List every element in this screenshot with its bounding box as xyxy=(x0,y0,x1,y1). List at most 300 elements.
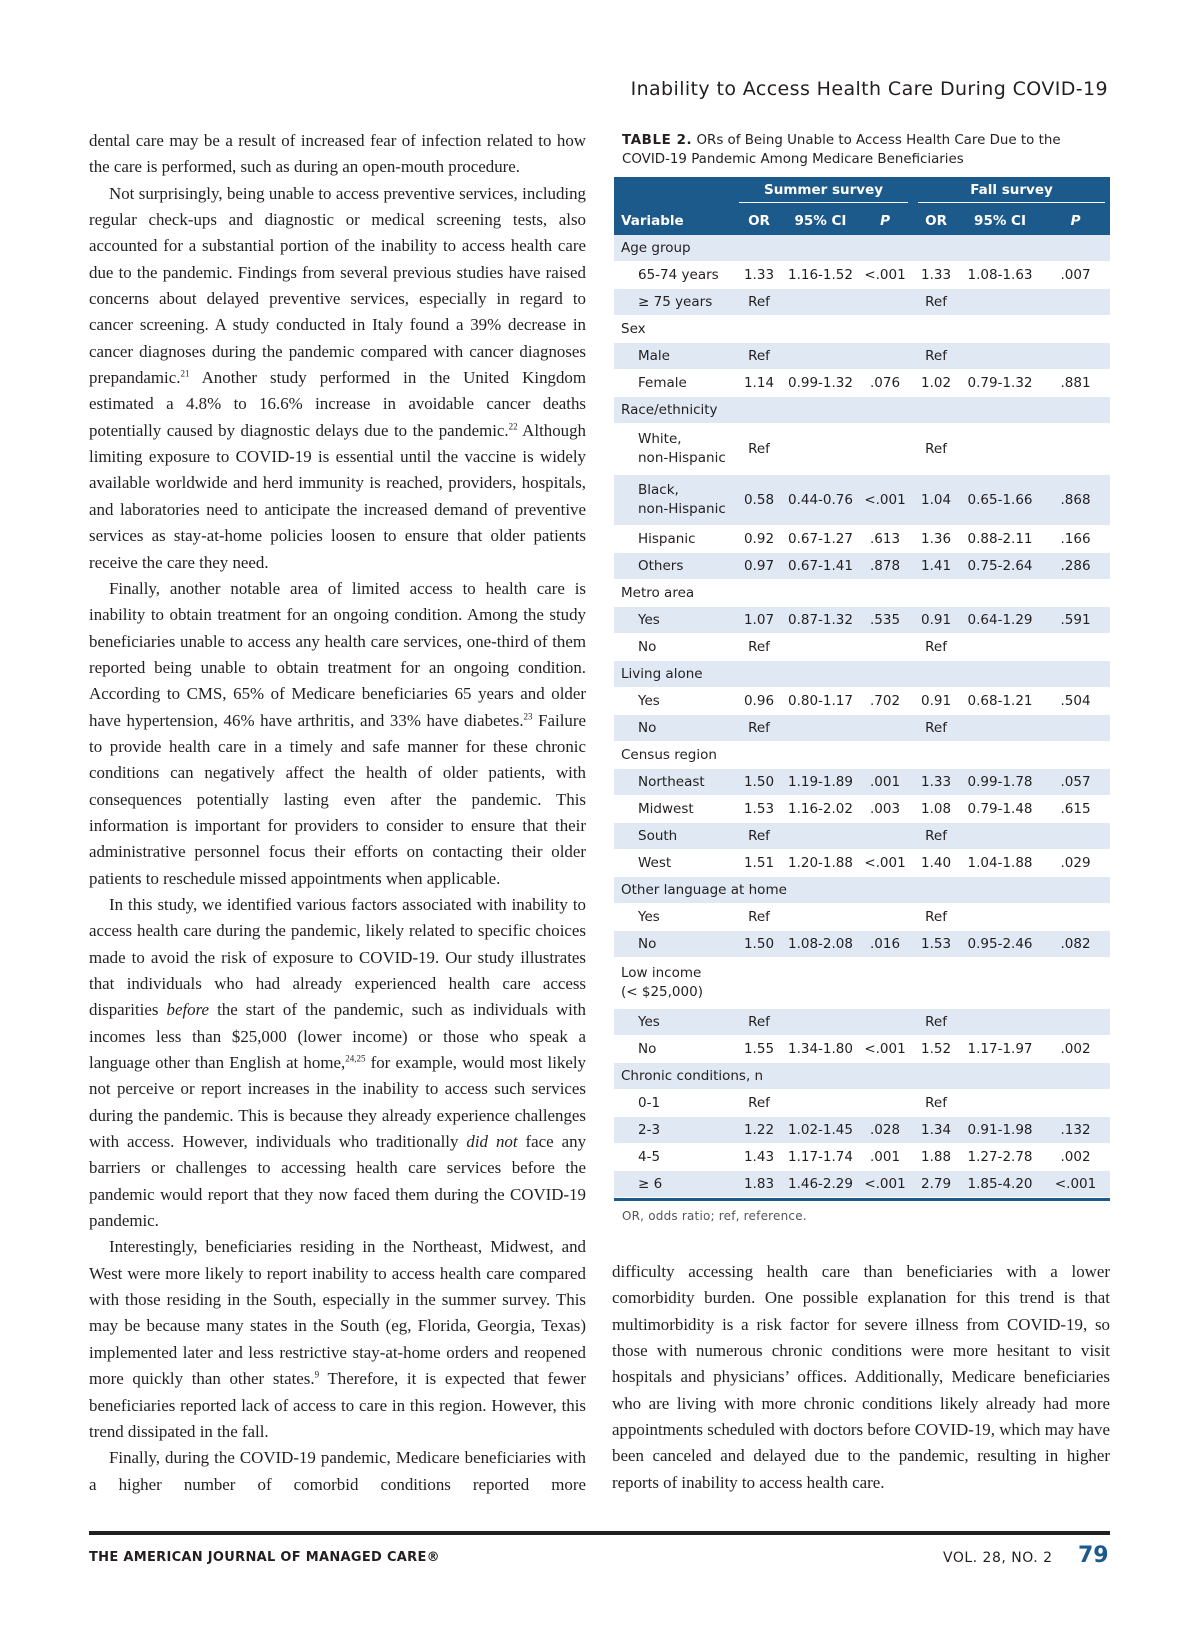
col-ci-summer: 95% CI xyxy=(784,207,857,235)
row-label xyxy=(614,262,734,289)
cell-or1: 0.58 xyxy=(734,475,784,526)
cell-ci2 xyxy=(959,1090,1041,1117)
cell-p1: .003 xyxy=(857,796,913,823)
cell-p2: .082 xyxy=(1041,931,1110,958)
cell-or2: Ref xyxy=(913,904,959,931)
cell-p1: .076 xyxy=(857,370,913,397)
cell-or1: 1.83 xyxy=(734,1171,784,1198)
cell-p1 xyxy=(857,715,913,742)
row-label xyxy=(614,742,1110,769)
cell-or2: 1.08 xyxy=(913,796,959,823)
cell-or1: Ref xyxy=(734,1090,784,1117)
cell-or1: 0.96 xyxy=(734,688,784,715)
table-row xyxy=(614,1036,1110,1063)
cell-or2: 1.33 xyxy=(913,262,959,289)
row-label-text: Hispanic xyxy=(638,531,696,547)
paragraph-text: for example, would most likely not perceive or report increases in the inability to access such services during the pandemic. This is because they already experience challenges with access. However, individuals who traditionally xyxy=(89,1053,586,1152)
row-label-text: Metro area xyxy=(621,585,695,601)
row-label-text: 65-74 years xyxy=(638,267,719,283)
cell-or1: 1.07 xyxy=(734,607,784,634)
emphasis: before xyxy=(166,1000,210,1020)
paragraph-text: the start of the pandemic, such as individuals with incomes less than $25,000 (lower income) or those who speak a language other than English at home, xyxy=(89,1000,586,1073)
row-label xyxy=(614,370,734,397)
table-row xyxy=(614,823,1110,850)
cell-ci1: 1.17-1.74 xyxy=(784,1144,857,1171)
cell-or1: 1.51 xyxy=(734,850,784,877)
table-row xyxy=(614,796,1110,823)
cell-ci2 xyxy=(959,1009,1041,1036)
cell-ci1: 1.02-1.45 xyxy=(784,1117,857,1144)
cell-or2: 1.40 xyxy=(913,850,959,877)
row-label-text: Age group xyxy=(621,240,691,256)
cell-or1: 1.43 xyxy=(734,1144,784,1171)
paragraph xyxy=(89,576,586,892)
row-label xyxy=(614,1036,734,1063)
paragraph-text: Finally, another notable area of limited access to health care is inability to obtain treatment for an ongoing condition. Among the study beneficiaries unable to access any health care services, one-third of them reported being unable to obtain treatment for an ongoing condition. According to CMS, 65% of Medicare beneficiaries 65 years and older have hypertension, 46% have arthritis, and 33% have diabetes. xyxy=(89,578,586,730)
row-label-text: No xyxy=(638,720,657,736)
cell-ci1: 1.46-2.29 xyxy=(784,1171,857,1198)
cell-p2: .002 xyxy=(1041,1144,1110,1171)
page-number: 79 xyxy=(1078,1543,1109,1568)
cell-p2: .868 xyxy=(1041,475,1110,526)
paragraph-text: Although limiting exposure to COVID-19 is essential until the vaccine is widely available worldwide and herd immunity is reached, providers, hospitals, and laboratories need to anticipate the increased demand of preventive services as stay-at-home policies loosen to ensure that older patients receive the care they need. xyxy=(89,420,586,572)
cell-p2: .029 xyxy=(1041,850,1110,877)
table-row xyxy=(614,475,1110,526)
paragraph-text: Interestingly, beneficiaries residing in the Northeast, Midwest, and West were more likely to report inability to access health care compared with those residing in the South, especially in the summer survey. This may be because many states in the South (eg, Florida, Georgia, Texas) implemented later and less restrictive stay-at-home orders and reopened more quickly than other states. xyxy=(89,1237,586,1389)
row-label-text: Sex xyxy=(621,321,646,337)
col-or-summer: OR xyxy=(734,207,784,235)
citation: 22 xyxy=(508,421,518,432)
row-label-text: (< $25,000) xyxy=(621,984,703,1000)
table-row xyxy=(614,1171,1110,1198)
row-label xyxy=(614,769,734,796)
row-label-text: Male xyxy=(638,348,670,364)
cell-or1: Ref xyxy=(734,343,784,370)
cell-p2 xyxy=(1041,343,1110,370)
cell-or2: 1.53 xyxy=(913,931,959,958)
cell-or1: Ref xyxy=(734,823,784,850)
row-label-text: South xyxy=(638,828,678,844)
cell-or2: Ref xyxy=(913,343,959,370)
cell-p2 xyxy=(1041,715,1110,742)
table-row xyxy=(614,424,1110,475)
col-or-fall: OR xyxy=(913,207,959,235)
cell-or1: Ref xyxy=(734,424,784,475)
cell-or1: 1.50 xyxy=(734,769,784,796)
row-label xyxy=(614,475,734,526)
col-p-summer: P xyxy=(857,207,913,235)
cell-or2: Ref xyxy=(913,823,959,850)
cell-p1 xyxy=(857,823,913,850)
cell-or2: Ref xyxy=(913,634,959,661)
cell-ci1 xyxy=(784,715,857,742)
table-column-header xyxy=(614,207,1110,235)
cell-ci2: 1.85-4.20 xyxy=(959,1171,1041,1198)
table-row xyxy=(614,1009,1110,1036)
paragraph-text: Finally, during the COVID-19 pandemic, Medicare beneficiaries with a higher number of comorbid conditions reported more xyxy=(89,1448,586,1494)
volume-issue: VOL. 28, NO. 2 xyxy=(943,1550,1053,1566)
cell-p2: .881 xyxy=(1041,370,1110,397)
cell-p1: .613 xyxy=(857,526,913,553)
fall-survey-header: Fall survey xyxy=(913,177,1110,207)
row-label xyxy=(614,688,734,715)
row-label-text: Chronic conditions, n xyxy=(621,1068,764,1084)
cell-or2: 2.79 xyxy=(913,1171,959,1198)
cell-ci2: 1.27-2.78 xyxy=(959,1144,1041,1171)
cell-ci1 xyxy=(784,1090,857,1117)
cell-or1: Ref xyxy=(734,904,784,931)
cell-ci2: 1.17-1.97 xyxy=(959,1036,1041,1063)
table-row xyxy=(614,553,1110,580)
row-label xyxy=(614,397,1110,424)
table-group-row xyxy=(614,235,1110,262)
row-label xyxy=(614,823,734,850)
cell-ci1: 1.16-2.02 xyxy=(784,796,857,823)
cell-p2: .166 xyxy=(1041,526,1110,553)
cell-p2: .591 xyxy=(1041,607,1110,634)
paragraph xyxy=(89,1445,586,1498)
row-label-text: Race/ethnicity xyxy=(621,402,718,418)
paragraph xyxy=(612,1259,1110,1496)
row-label xyxy=(614,1144,734,1171)
running-head: Inability to Access Health Care During COVID-19 xyxy=(630,78,1108,100)
cell-p2: <.001 xyxy=(1041,1171,1110,1198)
cell-or2: 1.02 xyxy=(913,370,959,397)
paragraph xyxy=(89,181,586,576)
row-label xyxy=(614,931,734,958)
cell-p2: .504 xyxy=(1041,688,1110,715)
cell-or2: Ref xyxy=(913,289,959,316)
cell-ci2: 1.08-1.63 xyxy=(959,262,1041,289)
cell-p2 xyxy=(1041,289,1110,316)
cell-ci2 xyxy=(959,343,1041,370)
cell-p1: .016 xyxy=(857,931,913,958)
header-empty-cell xyxy=(614,177,734,207)
cell-or1: Ref xyxy=(734,634,784,661)
table-group-row xyxy=(614,661,1110,688)
table-caption xyxy=(622,132,1110,169)
row-label-text: Living alone xyxy=(621,666,703,682)
row-label xyxy=(614,316,1110,343)
cell-p2: .286 xyxy=(1041,553,1110,580)
paragraph xyxy=(89,128,586,181)
cell-ci1: 0.87-1.32 xyxy=(784,607,857,634)
cell-p1 xyxy=(857,1009,913,1036)
row-label xyxy=(614,904,734,931)
row-label-text: 0-1 xyxy=(638,1095,661,1111)
citation: 21 xyxy=(180,368,190,379)
row-label-text: Yes xyxy=(638,1014,660,1030)
row-label xyxy=(614,796,734,823)
row-label xyxy=(614,553,734,580)
row-label-text: non-Hispanic xyxy=(638,501,726,517)
table-row xyxy=(614,688,1110,715)
cell-p1: .535 xyxy=(857,607,913,634)
row-label-text: ≥ 6 xyxy=(638,1176,663,1192)
table-row xyxy=(614,526,1110,553)
cell-p1: <.001 xyxy=(857,1036,913,1063)
cell-p1 xyxy=(857,343,913,370)
table-label: TABLE 2. xyxy=(622,133,693,148)
table-group-row xyxy=(614,877,1110,904)
row-label-text: Midwest xyxy=(638,801,694,817)
cell-or2: 1.88 xyxy=(913,1144,959,1171)
row-label-text: No xyxy=(638,1041,657,1057)
cell-or1: 1.50 xyxy=(734,931,784,958)
col-variable: Variable xyxy=(614,207,734,235)
right-column xyxy=(612,1259,1110,1496)
row-label xyxy=(614,580,1110,607)
table-row xyxy=(614,634,1110,661)
cell-p1 xyxy=(857,904,913,931)
table-footnote: OR, odds ratio; ref, reference. xyxy=(622,1209,807,1223)
cell-p2: .002 xyxy=(1041,1036,1110,1063)
cell-ci1: 0.99-1.32 xyxy=(784,370,857,397)
row-label-text: Census region xyxy=(621,747,717,763)
col-ci-fall: 95% CI xyxy=(959,207,1041,235)
cell-ci2 xyxy=(959,904,1041,931)
table-group-row xyxy=(614,958,1110,1009)
cell-ci2 xyxy=(959,424,1041,475)
cell-p1: .878 xyxy=(857,553,913,580)
row-label xyxy=(614,634,734,661)
cell-ci1 xyxy=(784,289,857,316)
cell-p1: <.001 xyxy=(857,1171,913,1198)
table-2 xyxy=(614,132,1110,1223)
paragraph-text: face any barriers or challenges to accessing health care services before the pandemic would report that they now faced them during the COVID-19 pandemic. xyxy=(89,1132,587,1231)
paragraph-text: dental care may be a result of increased fear of infection related to how the care is performed, such as during an open-mouth procedure. xyxy=(89,131,586,177)
cell-p2: .007 xyxy=(1041,262,1110,289)
paragraph xyxy=(89,892,586,1234)
cell-ci1: 1.08-2.08 xyxy=(784,931,857,958)
cell-or1: Ref xyxy=(734,1009,784,1036)
cell-or1: 1.55 xyxy=(734,1036,784,1063)
table-row xyxy=(614,1117,1110,1144)
left-column xyxy=(89,128,586,1498)
row-label-text: Northeast xyxy=(638,774,705,790)
col-p-fall: P xyxy=(1041,207,1110,235)
cell-or2: 1.52 xyxy=(913,1036,959,1063)
cell-p2 xyxy=(1041,904,1110,931)
cell-p2: .057 xyxy=(1041,769,1110,796)
row-label-text: Others xyxy=(638,558,684,574)
cell-p2: .615 xyxy=(1041,796,1110,823)
row-label-text: Low income xyxy=(621,965,702,981)
cell-ci2 xyxy=(959,823,1041,850)
paragraph-text: Failure to provide health care in a timely and safe manner for these chronic conditions can negatively affect the health of older patients, with consequences potentially lasting even after the pandemic. This information is important for providers to consider to ensure that their administrative personnel focus their efforts on contacting their older patients to reschedule missed appointments when applicable. xyxy=(89,710,586,888)
row-label-text: West xyxy=(638,855,672,871)
cell-or2: 1.04 xyxy=(913,475,959,526)
row-label xyxy=(614,850,734,877)
citation: 24,25 xyxy=(345,1053,366,1064)
cell-ci1: 0.80-1.17 xyxy=(784,688,857,715)
emphasis: did not xyxy=(466,1132,518,1152)
citation: 9 xyxy=(314,1369,320,1380)
paragraph-text: Not surprisingly, being unable to access preventive services, including regular check-ups and diagnostic or medical screening tests, also accounted for a substantial portion of the inability to access health care due to the pandemic. Findings from several previous studies have raised concerns about delayed preventive services, especially in regard to cancer screening. A study conducted in Italy found a 39% decrease in cancer diagnoses during the pandemic compared with cancer diagnoses prepandamic. xyxy=(89,183,586,388)
table-row xyxy=(614,343,1110,370)
table-row xyxy=(614,931,1110,958)
table-caption-text: ORs of Being Unable to Access Health Care Due to the COVID-19 Pandemic Among Medicare Beneficiaries xyxy=(622,133,1061,167)
row-label xyxy=(614,526,734,553)
cell-or1: 1.53 xyxy=(734,796,784,823)
cell-ci2: 0.99-1.78 xyxy=(959,769,1041,796)
cell-or2: 1.34 xyxy=(913,1117,959,1144)
row-label-text: non-Hispanic xyxy=(638,450,726,466)
paragraph xyxy=(89,1234,586,1445)
table-body xyxy=(614,235,1110,1198)
cell-ci2: 0.95-2.46 xyxy=(959,931,1041,958)
cell-ci1: 0.67-1.41 xyxy=(784,553,857,580)
cell-or2: 1.33 xyxy=(913,769,959,796)
paragraph-text: In this study, we identified various factors associated with inability to access health care during the pandemic, likely related to specific choices made to avoid the risk of exposure to COVID-19. Our study illustrates that individuals who had already experienced health care access disparities xyxy=(89,894,586,1020)
row-label xyxy=(614,1090,734,1117)
cell-or2: 1.36 xyxy=(913,526,959,553)
cell-ci2: 0.68-1.21 xyxy=(959,688,1041,715)
cell-or1: Ref xyxy=(734,715,784,742)
cell-p1: .001 xyxy=(857,769,913,796)
row-label xyxy=(614,958,1110,1009)
cell-or2: Ref xyxy=(913,1009,959,1036)
row-label xyxy=(614,1171,734,1198)
cell-p2: .132 xyxy=(1041,1117,1110,1144)
cell-ci1: 1.19-1.89 xyxy=(784,769,857,796)
row-label xyxy=(614,607,734,634)
cell-or2: Ref xyxy=(913,424,959,475)
table-row xyxy=(614,715,1110,742)
cell-p2 xyxy=(1041,634,1110,661)
row-label xyxy=(614,1063,1110,1090)
table-row xyxy=(614,769,1110,796)
cell-or1: 0.97 xyxy=(734,553,784,580)
paragraph-text: Therefore, it is expected that fewer beneficiaries reported lack of access to care in this region. However, this trend dissipated in the fall. xyxy=(89,1369,587,1441)
cell-p1 xyxy=(857,634,913,661)
row-label xyxy=(614,877,1110,904)
table-group-row xyxy=(614,1063,1110,1090)
table-group-row xyxy=(614,580,1110,607)
cell-ci1: 0.67-1.27 xyxy=(784,526,857,553)
summer-survey-header: Summer survey xyxy=(734,177,913,207)
table-group-header xyxy=(614,177,1110,207)
table-bottom-rule xyxy=(614,1198,1110,1201)
cell-ci2: 0.79-1.48 xyxy=(959,796,1041,823)
row-label xyxy=(614,1117,734,1144)
cell-ci1 xyxy=(784,823,857,850)
cell-ci2: 0.91-1.98 xyxy=(959,1117,1041,1144)
table-row xyxy=(614,1144,1110,1171)
row-label-text: Other language at home xyxy=(621,882,787,898)
cell-or1: 1.33 xyxy=(734,262,784,289)
row-label-text: No xyxy=(638,936,657,952)
cell-or2: 0.91 xyxy=(913,688,959,715)
cell-p1: .028 xyxy=(857,1117,913,1144)
cell-ci2: 0.65-1.66 xyxy=(959,475,1041,526)
row-label-text: Female xyxy=(638,375,687,391)
cell-ci1 xyxy=(784,634,857,661)
row-label-text: 4-5 xyxy=(638,1149,661,1165)
cell-p2 xyxy=(1041,1090,1110,1117)
cell-ci1 xyxy=(784,904,857,931)
cell-ci2: 1.04-1.88 xyxy=(959,850,1041,877)
row-label xyxy=(614,289,734,316)
table-row xyxy=(614,262,1110,289)
row-label xyxy=(614,715,734,742)
cell-p1: <.001 xyxy=(857,850,913,877)
odds-ratio-table xyxy=(614,177,1110,1198)
table-group-row xyxy=(614,316,1110,343)
cell-ci1: 0.44-0.76 xyxy=(784,475,857,526)
row-label-text: Yes xyxy=(638,693,660,709)
row-label xyxy=(614,424,734,475)
cell-ci2: 0.64-1.29 xyxy=(959,607,1041,634)
cell-ci1 xyxy=(784,424,857,475)
cell-or1: 1.14 xyxy=(734,370,784,397)
cell-p2 xyxy=(1041,1009,1110,1036)
cell-p1: .001 xyxy=(857,1144,913,1171)
table-row xyxy=(614,1090,1110,1117)
citation: 23 xyxy=(523,710,533,721)
cell-or2: Ref xyxy=(913,715,959,742)
table-group-row xyxy=(614,397,1110,424)
cell-p2 xyxy=(1041,424,1110,475)
table-row xyxy=(614,607,1110,634)
row-label-text: 2-3 xyxy=(638,1122,661,1138)
cell-ci2: 0.75-2.64 xyxy=(959,553,1041,580)
cell-or2: Ref xyxy=(913,1090,959,1117)
table-row xyxy=(614,370,1110,397)
cell-p2 xyxy=(1041,823,1110,850)
row-label-text: Yes xyxy=(638,612,660,628)
cell-p1 xyxy=(857,289,913,316)
row-label xyxy=(614,661,1110,688)
cell-or1: 1.22 xyxy=(734,1117,784,1144)
row-label xyxy=(614,235,1110,262)
cell-ci1 xyxy=(784,343,857,370)
cell-or2: 0.91 xyxy=(913,607,959,634)
row-label-text: Yes xyxy=(638,909,660,925)
cell-ci2: 0.88-2.11 xyxy=(959,526,1041,553)
table-row xyxy=(614,850,1110,877)
footer-rule xyxy=(89,1531,1110,1535)
cell-ci1: 1.20-1.88 xyxy=(784,850,857,877)
row-label xyxy=(614,1009,734,1036)
cell-or1: 0.92 xyxy=(734,526,784,553)
paragraph-text: Another study performed in the United Kingdom estimated a 4.8% to 16.6% increase in avoidable cancer deaths potentially caused by diagnostic delays due to the pandemic. xyxy=(89,368,586,440)
paragraph-text: difficulty accessing health care than beneficiaries with a lower comorbidity burden. One possible explanation for this trend is that multimorbidity is a risk factor for severe illness from COVID-19, so those with numerous chronic conditions were more hesitant to visit hospitals and physicians’ offices. Additionally, Medicare beneficiaries who are living with more chronic conditions likely already had more appointments scheduled with doctors before COVID-19, which may have been canceled and delayed due to the pandemic, resulting in higher reports of inability to access health care. xyxy=(612,1262,1110,1492)
row-label-text: Black, xyxy=(638,482,679,498)
cell-ci2 xyxy=(959,634,1041,661)
table-row xyxy=(614,289,1110,316)
cell-or2: 1.41 xyxy=(913,553,959,580)
cell-ci2 xyxy=(959,289,1041,316)
journal-name: THE AMERICAN JOURNAL OF MANAGED CARE® xyxy=(89,1550,440,1565)
cell-ci2 xyxy=(959,715,1041,742)
cell-or1: Ref xyxy=(734,289,784,316)
cell-p1 xyxy=(857,424,913,475)
table-group-row xyxy=(614,742,1110,769)
cell-ci2: 0.79-1.32 xyxy=(959,370,1041,397)
row-label xyxy=(614,343,734,370)
cell-p1: <.001 xyxy=(857,475,913,526)
row-label-text: White, xyxy=(638,431,682,447)
cell-ci1: 1.34-1.80 xyxy=(784,1036,857,1063)
row-label-text: ≥ 75 years xyxy=(638,294,713,310)
cell-p1: .702 xyxy=(857,688,913,715)
row-label-text: No xyxy=(638,639,657,655)
cell-ci1 xyxy=(784,1009,857,1036)
cell-ci1: 1.16-1.52 xyxy=(784,262,857,289)
cell-p1: <.001 xyxy=(857,262,913,289)
table-row xyxy=(614,904,1110,931)
